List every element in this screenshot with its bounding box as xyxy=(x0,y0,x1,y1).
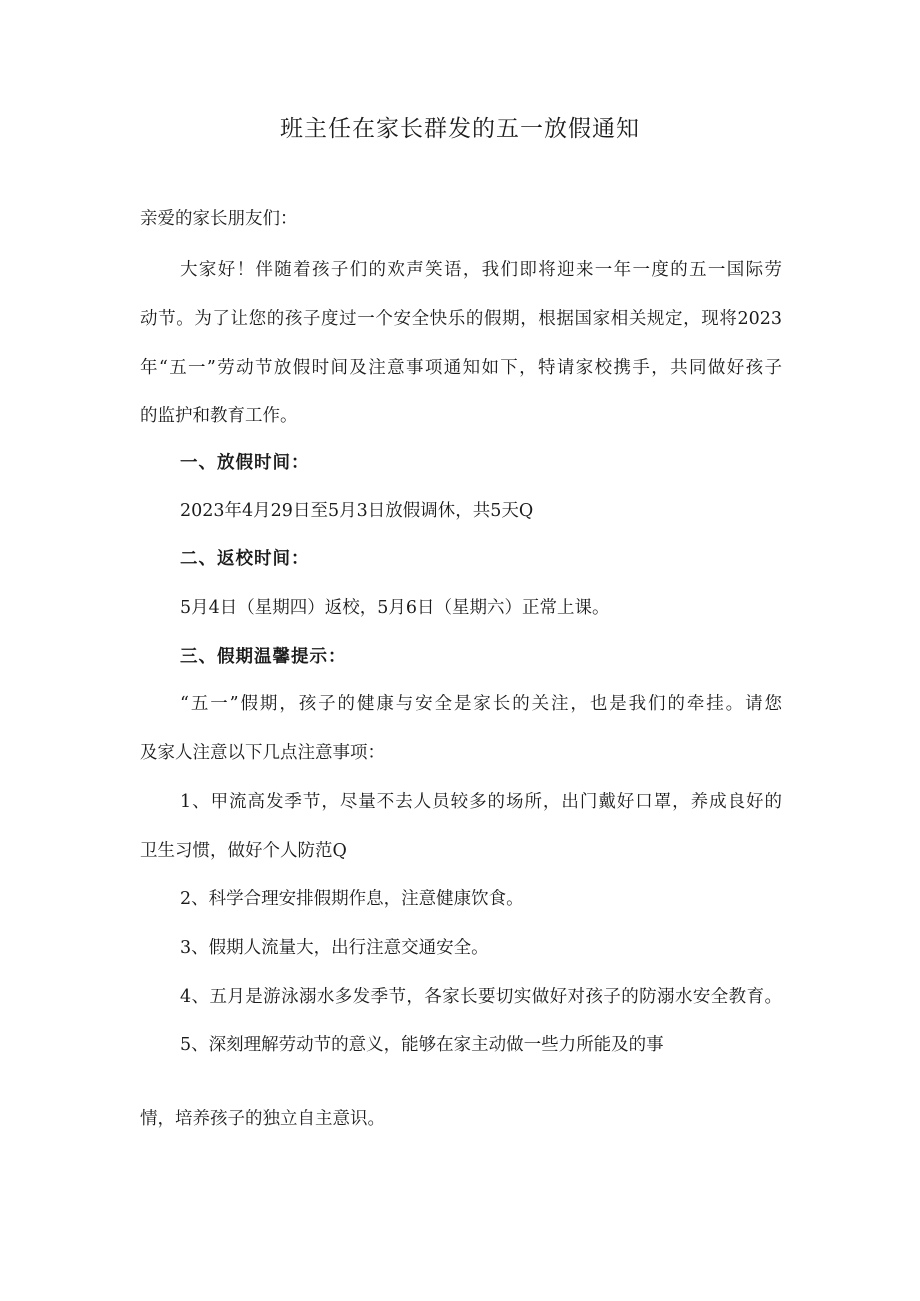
tip-item-1-line: 1、甲流高发季节，尽量不去人员较多的场所，出门戴好口罩，养成良好的 xyxy=(180,792,782,812)
tips-intro-line: 及家人注意以下几点注意事项： xyxy=(140,743,385,763)
section-heading-vacation-time: 一、放假时间： xyxy=(180,453,310,473)
intro-paragraph-line: 年“五一”劳动节放假时间及注意事项通知如下，特请家校携手，共同做好孩子 xyxy=(140,358,782,378)
intro-paragraph-line: 大家好！伴随着孩子们的欢声笑语，我们即将迎来一年一度的五一国际劳 xyxy=(180,260,782,280)
tip-item-4: 4、五月是游泳溺水多发季节，各家长要切实做好对孩子的防溺水安全教育。 xyxy=(180,987,782,1007)
page-title: 班主任在家长群发的五一放假通知 xyxy=(280,116,640,142)
intro-paragraph-line: 的监护和教育工作。 xyxy=(140,406,298,426)
greeting: 亲爱的家长朋友们： xyxy=(140,209,298,229)
tip-item-2: 2、科学合理安排假期作息，注意健康饮食。 xyxy=(180,889,524,909)
vacation-time-text: 2023年4月29日至5月3日放假调休，共5天Q xyxy=(180,501,534,521)
return-time-text: 5月4日（星期四）返校，5月6日（星期六）正常上课。 xyxy=(180,598,610,618)
tip-item-5-line: 5、深刻理解劳动节的意义，能够在家主动做一些力所能及的事 xyxy=(180,1035,664,1055)
section-heading-holiday-tips: 三、假期温馨提示： xyxy=(180,647,347,667)
tip-item-5-line: 情，培养孩子的独立自主意识。 xyxy=(140,1109,385,1129)
tip-item-1-line: 卫生习惯，做好个人防范Q xyxy=(140,841,347,861)
tip-item-3: 3、假期人流量大，出行注意交通安全。 xyxy=(180,938,489,958)
section-heading-return-time: 二、返校时间： xyxy=(180,549,310,569)
intro-paragraph-line: 动节。为了让您的孩子度过一个安全快乐的假期，根据国家相关规定，现将2023 xyxy=(140,309,782,329)
tips-intro-line: “五一”假期，孩子的健康与安全是家长的关注，也是我们的牵挂。请您 xyxy=(180,694,782,714)
